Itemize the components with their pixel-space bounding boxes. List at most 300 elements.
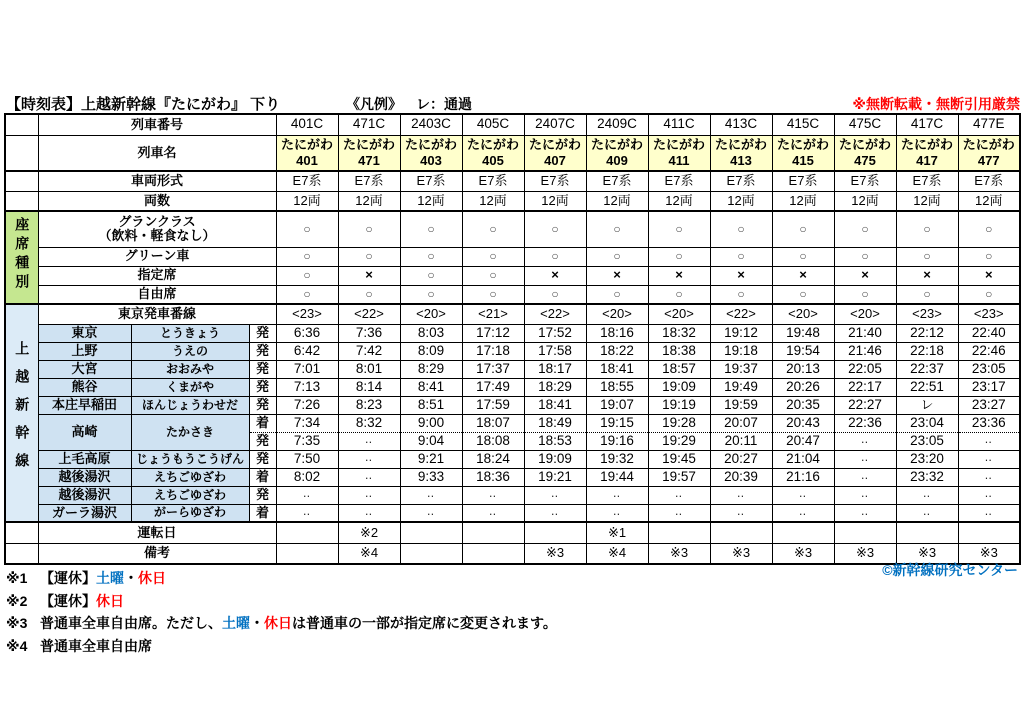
time-cell: 6:42: [276, 342, 338, 360]
depart-arrive-mark: 発: [249, 342, 276, 360]
gran-class-mark-cell: ○: [896, 211, 958, 247]
remark-cell: [400, 543, 462, 564]
seat-section-label: 座席種別: [14, 217, 31, 294]
footnotes: [6, 567, 1020, 657]
gran-class-mark-cell: ○: [710, 211, 772, 247]
station-row: [5, 504, 1020, 522]
train-name-text: たにがわ: [900, 136, 953, 152]
reserved-mark-cell: ○: [276, 266, 338, 285]
no-reproduction-notice: ※無断転載・無断引用厳禁: [852, 96, 1020, 112]
car-count-cell: 12両: [958, 191, 1020, 211]
operating-day-cell: ※2: [338, 522, 400, 543]
operating-day-cell: [958, 522, 1020, 543]
platform-cell: <23>: [276, 304, 338, 324]
train-name-text: たにがわ: [962, 136, 1015, 152]
operating-day-cell: [462, 522, 524, 543]
timetable: [4, 113, 1021, 565]
depart-arrive-mark: 発: [249, 396, 276, 414]
remark-cell: ※3: [958, 543, 1020, 564]
footnote-segment: ・: [250, 615, 264, 631]
time-cell: 23:05: [896, 432, 958, 450]
time-cell: 8:01: [338, 360, 400, 378]
time-cell: 20:27: [710, 450, 772, 468]
platform-cell: <20>: [772, 304, 834, 324]
station-kanji: 本庄早稲田: [38, 396, 131, 414]
green-car-mark-cell: ○: [710, 247, 772, 266]
time-cell: 7:01: [276, 360, 338, 378]
time-cell: 8:29: [400, 360, 462, 378]
time-cell: 22:40: [958, 324, 1020, 342]
footnote-segment: 休日: [96, 592, 124, 609]
station-row: [5, 342, 1020, 360]
station-kanji: ガーラ湯沢: [38, 504, 131, 522]
reserved-mark-cell: ×: [338, 266, 400, 285]
green-car-mark-cell: ○: [648, 247, 710, 266]
time-cell: 23:04: [896, 414, 958, 432]
table-header-line: [4, 93, 1020, 113]
depart-arrive-mark: 発: [249, 324, 276, 342]
time-cell: 21:40: [834, 324, 896, 342]
depart-arrive-mark: 着: [249, 504, 276, 522]
gran-class-mark-cell: ○: [958, 211, 1020, 247]
car-count-cell: 12両: [772, 191, 834, 211]
footnote-segment: 休日: [138, 570, 166, 586]
line-name-label: 上越新幹線: [14, 340, 31, 481]
time-cell: 18:17: [524, 360, 586, 378]
time-cell: 8:23: [338, 396, 400, 414]
time-cell: 22:51: [896, 378, 958, 396]
station-row: [5, 414, 1020, 432]
time-cell: 18:49: [524, 414, 586, 432]
station-kana: とうきょう: [131, 324, 249, 342]
time-cell: 9:04: [400, 432, 462, 450]
station-kanji: 大宮: [38, 360, 131, 378]
timetable-table: [4, 113, 1021, 565]
time-cell: 20:47: [772, 432, 834, 450]
time-cell: 19:07: [586, 396, 648, 414]
depart-arrive-mark: 着: [249, 414, 276, 432]
platform-cell: <20>: [586, 304, 648, 324]
time-cell: ‥: [462, 504, 524, 522]
time-cell: 18:16: [586, 324, 648, 342]
time-cell: 19:54: [772, 342, 834, 360]
time-cell: 22:46: [958, 342, 1020, 360]
train-number-cell: 475C: [834, 114, 896, 135]
free-mark-cell: ○: [772, 285, 834, 304]
train-number-cell: 471C: [338, 114, 400, 135]
time-cell: ‥: [276, 486, 338, 504]
time-cell: ‥: [586, 486, 648, 504]
car-type-cell: E7系: [710, 171, 772, 191]
footnote-line: [6, 635, 1020, 658]
remark-cell: ※3: [710, 543, 772, 564]
footnote-segment: 普通車全車自由席: [40, 637, 152, 654]
depart-arrive-mark: 発: [249, 360, 276, 378]
gran-class-line2: （飲料・軽食なし）: [98, 228, 216, 244]
time-cell: ‥: [772, 504, 834, 522]
car-count-row: [5, 191, 1020, 211]
time-cell: 18:07: [462, 414, 524, 432]
time-cell: 8:32: [338, 414, 400, 432]
reserved-mark-cell: ×: [896, 266, 958, 285]
time-cell: 8:03: [400, 324, 462, 342]
green-car-mark-cell: ○: [462, 247, 524, 266]
time-cell: 7:35: [276, 432, 338, 450]
time-cell: ‥: [896, 486, 958, 504]
time-cell: 18:41: [586, 360, 648, 378]
footnote-segment: 【運休】: [40, 570, 96, 586]
station-kana: うえの: [131, 342, 249, 360]
depart-arrive-mark: 発: [249, 486, 276, 504]
train-name-number: 415: [792, 152, 814, 168]
station-kana: くまがや: [131, 378, 249, 396]
time-cell: ‥: [834, 486, 896, 504]
time-cell: 23:17: [958, 378, 1020, 396]
train-name-number: 471: [358, 152, 380, 168]
time-cell: ‥: [710, 486, 772, 504]
time-cell: 18:55: [586, 378, 648, 396]
time-cell: ‥: [338, 468, 400, 486]
time-cell: ‥: [276, 504, 338, 522]
free-mark-cell: ○: [524, 285, 586, 304]
free-mark-cell: ○: [896, 285, 958, 304]
time-cell: ‥: [524, 504, 586, 522]
time-cell: 19:09: [524, 450, 586, 468]
platform-cell: <22>: [524, 304, 586, 324]
time-cell: 18:57: [648, 360, 710, 378]
train-name-number: 409: [606, 152, 628, 168]
car-type-cell: E7系: [586, 171, 648, 191]
time-cell: ‥: [958, 450, 1020, 468]
time-cell: 20:26: [772, 378, 834, 396]
remark-cell: ※4: [338, 543, 400, 564]
time-cell: 18:24: [462, 450, 524, 468]
remark-cell: ※3: [834, 543, 896, 564]
operating-day-cell: [834, 522, 896, 543]
time-cell: 20:39: [710, 468, 772, 486]
time-cell: 17:37: [462, 360, 524, 378]
free-mark-cell: ○: [586, 285, 648, 304]
time-cell: ‥: [338, 486, 400, 504]
train-name-cell: [586, 135, 648, 171]
train-name-cell: [338, 135, 400, 171]
station-kanji: 上毛高原: [38, 450, 131, 468]
corner-cell: [5, 522, 38, 543]
time-cell: 17:52: [524, 324, 586, 342]
train-number-cell: 477E: [958, 114, 1020, 135]
operating-day-cell: [896, 522, 958, 543]
car-type-cell: E7系: [524, 171, 586, 191]
train-name-text: たにがわ: [590, 136, 643, 152]
time-cell: 7:34: [276, 414, 338, 432]
time-cell: 19:18: [710, 342, 772, 360]
time-cell: 20:07: [710, 414, 772, 432]
train-name-cell: [648, 135, 710, 171]
time-cell: 7:26: [276, 396, 338, 414]
time-cell: ‥: [400, 504, 462, 522]
time-cell: 18:32: [648, 324, 710, 342]
car-count-cell: 12両: [338, 191, 400, 211]
time-cell: ‥: [648, 486, 710, 504]
car-count-cell: 12両: [400, 191, 462, 211]
operating-day-cell: [772, 522, 834, 543]
row-label-train-number: 列車番号: [38, 114, 276, 135]
train-name-number: 407: [544, 152, 566, 168]
station-kana: たかさき: [131, 414, 249, 450]
time-cell: 7:36: [338, 324, 400, 342]
operating-day-cell: [400, 522, 462, 543]
time-cell: ‥: [896, 504, 958, 522]
free-mark-cell: ○: [276, 285, 338, 304]
station-kana: がーらゆざわ: [131, 504, 249, 522]
train-number-cell: 405C: [462, 114, 524, 135]
time-cell: ‥: [958, 504, 1020, 522]
train-name-number: 413: [730, 152, 752, 168]
reserved-mark-cell: ×: [958, 266, 1020, 285]
car-type-cell: E7系: [648, 171, 710, 191]
time-cell: 7:42: [338, 342, 400, 360]
time-cell: 9:00: [400, 414, 462, 432]
train-name-text: たにがわ: [466, 136, 519, 152]
train-name-text: たにがわ: [714, 136, 767, 152]
station-kanji: 高崎: [38, 414, 131, 450]
time-cell: 19:49: [710, 378, 772, 396]
train-name-row: [5, 135, 1020, 171]
train-number-cell: 413C: [710, 114, 772, 135]
remark-cell: ※3: [524, 543, 586, 564]
time-cell: ‥: [586, 504, 648, 522]
car-count-cell: 12両: [524, 191, 586, 211]
time-cell: 7:50: [276, 450, 338, 468]
station-kana: ほんじょうわせだ: [131, 396, 249, 414]
depart-arrive-mark: 発: [249, 432, 276, 450]
car-count-cell: 12両: [896, 191, 958, 211]
time-cell: 18:36: [462, 468, 524, 486]
remarks-row: [5, 543, 1020, 564]
train-name-number: 417: [916, 152, 938, 168]
corner-cell: [5, 171, 38, 191]
time-cell: 19:29: [648, 432, 710, 450]
time-cell: 8:41: [400, 378, 462, 396]
car-type-cell: E7系: [400, 171, 462, 191]
gran-class-mark-cell: ○: [338, 211, 400, 247]
corner-cell: [5, 114, 38, 135]
green-car-mark-cell: ○: [524, 247, 586, 266]
time-cell: 23:36: [958, 414, 1020, 432]
station-row: [5, 360, 1020, 378]
time-cell: 20:43: [772, 414, 834, 432]
car-type-cell: E7系: [958, 171, 1020, 191]
car-type-cell: E7系: [276, 171, 338, 191]
footnote-id: ※4: [6, 637, 28, 654]
station-kana: えちごゆざわ: [131, 486, 249, 504]
station-row: [5, 324, 1020, 342]
car-type-cell: E7系: [772, 171, 834, 191]
gran-class-mark-cell: ○: [524, 211, 586, 247]
time-cell: 9:33: [400, 468, 462, 486]
train-name-cell: [958, 135, 1020, 171]
car-type-row: [5, 171, 1020, 191]
car-count-cell: 12両: [710, 191, 772, 211]
green-car-mark-cell: ○: [400, 247, 462, 266]
gran-class-row: [5, 211, 1020, 247]
time-cell: 23:27: [958, 396, 1020, 414]
green-car-row: [5, 247, 1020, 266]
depart-arrive-mark: 発: [249, 450, 276, 468]
time-cell: 23:32: [896, 468, 958, 486]
row-label-operating-days: 運転日: [38, 522, 276, 543]
free-mark-cell: ○: [648, 285, 710, 304]
time-cell: ‥: [648, 504, 710, 522]
platform-cell: <20>: [400, 304, 462, 324]
time-cell: レ: [896, 396, 958, 414]
train-name-text: たにがわ: [528, 136, 581, 152]
operating-day-cell: [276, 522, 338, 543]
reserved-mark-cell: ×: [710, 266, 772, 285]
time-cell: 19:44: [586, 468, 648, 486]
car-type-cell: E7系: [896, 171, 958, 191]
time-cell: 8:02: [276, 468, 338, 486]
footnote-segment: 土曜: [96, 570, 124, 586]
train-name-cell: [276, 135, 338, 171]
platform-cell: <22>: [710, 304, 772, 324]
time-cell: 17:58: [524, 342, 586, 360]
footnote-segment: 普通車全車自由席。ただし、: [40, 615, 222, 631]
station-row: [5, 396, 1020, 414]
station-kanji: 上野: [38, 342, 131, 360]
reserved-mark-cell: ×: [834, 266, 896, 285]
time-cell: 18:29: [524, 378, 586, 396]
reserved-mark-cell: ×: [772, 266, 834, 285]
time-cell: 19:45: [648, 450, 710, 468]
time-cell: 17:12: [462, 324, 524, 342]
station-kanji: 熊谷: [38, 378, 131, 396]
train-name-text: たにがわ: [652, 136, 705, 152]
time-cell: 19:12: [710, 324, 772, 342]
green-car-mark-cell: ○: [772, 247, 834, 266]
row-label-gran-class: [38, 211, 276, 247]
row-label-car-count: 両数: [38, 191, 276, 211]
train-number-row: [5, 114, 1020, 135]
time-cell: ‥: [338, 432, 400, 450]
remark-cell: [462, 543, 524, 564]
operating-day-cell: [710, 522, 772, 543]
time-cell: 19:15: [586, 414, 648, 432]
time-cell: ‥: [834, 504, 896, 522]
station-kanji: 越後湯沢: [38, 486, 131, 504]
green-car-mark-cell: ○: [276, 247, 338, 266]
time-cell: ‥: [400, 486, 462, 504]
footnote-segment: 休日: [264, 615, 292, 631]
gran-class-mark-cell: ○: [586, 211, 648, 247]
train-name-text: たにがわ: [342, 136, 395, 152]
train-name-cell: [524, 135, 586, 171]
station-kana: えちごゆざわ: [131, 468, 249, 486]
station-kana: じょうもうこうげん: [131, 450, 249, 468]
train-name-cell: [710, 135, 772, 171]
station-row: [5, 486, 1020, 504]
time-cell: 17:49: [462, 378, 524, 396]
car-type-cell: E7系: [462, 171, 524, 191]
time-cell: ‥: [958, 468, 1020, 486]
green-car-mark-cell: ○: [586, 247, 648, 266]
green-car-mark-cell: ○: [834, 247, 896, 266]
train-name-number: 477: [977, 152, 1000, 168]
car-type-cell: E7系: [834, 171, 896, 191]
reserved-mark-cell: ×: [524, 266, 586, 285]
remark-cell: ※3: [772, 543, 834, 564]
footnote-segment: は普通車の一部が指定席に変更されます。: [292, 615, 557, 631]
line-name-sidebar: [5, 304, 38, 522]
station-row: [5, 468, 1020, 486]
train-number-cell: 415C: [772, 114, 834, 135]
reserved-mark-cell: ×: [648, 266, 710, 285]
reserved-mark-cell: ○: [400, 266, 462, 285]
time-cell: 18:38: [648, 342, 710, 360]
train-number-cell: 417C: [896, 114, 958, 135]
row-label-free: 自由席: [38, 285, 276, 304]
time-cell: ‥: [958, 486, 1020, 504]
train-name-cell: [400, 135, 462, 171]
station-row: [5, 450, 1020, 468]
reserved-seat-row: [5, 266, 1020, 285]
row-label-reserved: 指定席: [38, 266, 276, 285]
train-number-cell: 2407C: [524, 114, 586, 135]
time-cell: 7:13: [276, 378, 338, 396]
time-cell: ‥: [462, 486, 524, 504]
free-mark-cell: ○: [400, 285, 462, 304]
footnote-segment: 土曜: [222, 615, 250, 631]
row-label-train-name: 列車名: [38, 135, 276, 171]
footnote-id: ※2: [6, 592, 28, 609]
train-name-cell: [896, 135, 958, 171]
station-kanji: 越後湯沢: [38, 468, 131, 486]
time-cell: ‥: [338, 450, 400, 468]
train-number-cell: 2409C: [586, 114, 648, 135]
time-cell: 22:05: [834, 360, 896, 378]
gran-class-mark-cell: ○: [772, 211, 834, 247]
free-mark-cell: ○: [834, 285, 896, 304]
remark-cell: ※3: [896, 543, 958, 564]
time-cell: 20:13: [772, 360, 834, 378]
gran-class-mark-cell: ○: [400, 211, 462, 247]
remark-cell: [276, 543, 338, 564]
free-mark-cell: ○: [338, 285, 400, 304]
time-cell: 18:22: [586, 342, 648, 360]
page-title: 【時刻表】上越新幹線『たにがわ』 下り: [6, 96, 281, 113]
platform-cell: <23>: [896, 304, 958, 324]
operating-days-row: [5, 522, 1020, 543]
time-cell: 8:14: [338, 378, 400, 396]
time-cell: 19:37: [710, 360, 772, 378]
time-cell: 19:19: [648, 396, 710, 414]
time-cell: 19:59: [710, 396, 772, 414]
time-cell: ‥: [772, 486, 834, 504]
time-cell: 19:32: [586, 450, 648, 468]
time-cell: ‥: [338, 504, 400, 522]
train-number-cell: 2403C: [400, 114, 462, 135]
platform-cell: <23>: [958, 304, 1020, 324]
remark-cell: ※4: [586, 543, 648, 564]
time-cell: ‥: [710, 504, 772, 522]
free-mark-cell: ○: [462, 285, 524, 304]
station-kanji: 東京: [38, 324, 131, 342]
row-label-green-car: グリーン車: [38, 247, 276, 266]
time-cell: 17:59: [462, 396, 524, 414]
time-cell: 18:08: [462, 432, 524, 450]
platform-cell: <22>: [338, 304, 400, 324]
time-cell: 19:28: [648, 414, 710, 432]
